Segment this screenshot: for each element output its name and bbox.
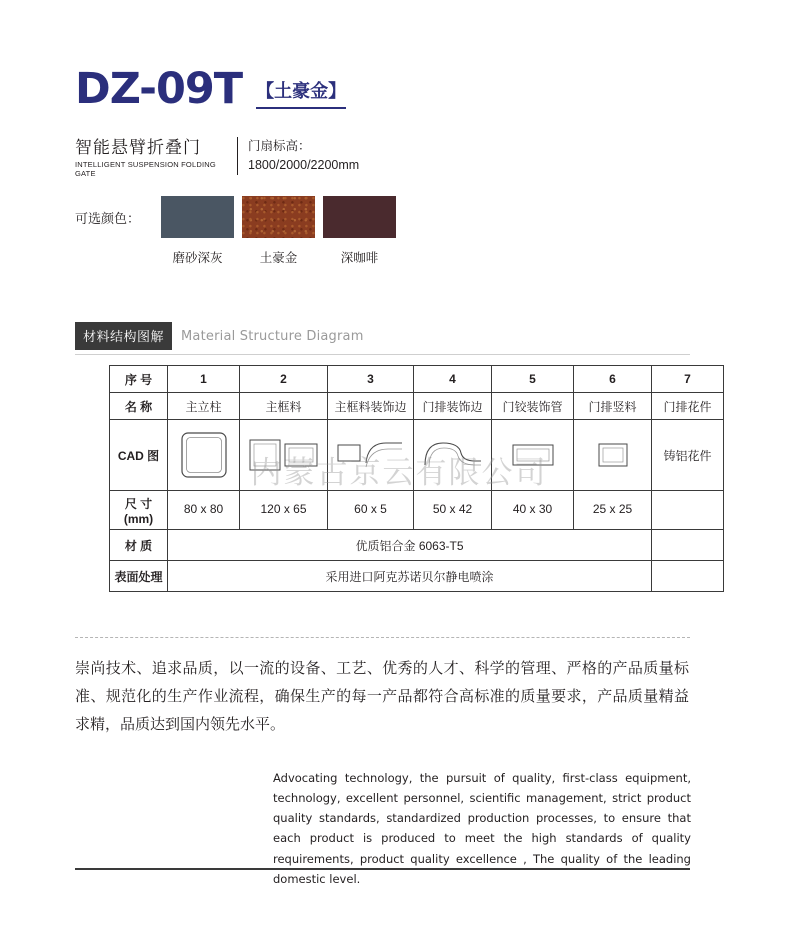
row-label-material: 材 质 [110, 530, 168, 561]
cad-drawing-6 [574, 420, 652, 491]
watermark-text: 内蒙古京云有限公司 [250, 454, 548, 490]
row-label-name: 名 称 [110, 393, 168, 420]
cad-square-post-icon [178, 429, 230, 481]
index-cell-5: 5 [492, 366, 574, 393]
name-cell-6: 门排竖料 [574, 393, 652, 420]
height-spec-label: 门扇标高： [248, 139, 311, 153]
height-spec-value: 1800/2000/2200mm [248, 158, 360, 173]
size-cell-7 [652, 491, 724, 530]
product-name-cn: 智能悬臂折叠门 [75, 138, 201, 157]
row-label-size [110, 491, 168, 530]
cad-door-trim-icon [419, 431, 487, 479]
index-cell-4: 4 [414, 366, 492, 393]
description-paragraph-cn: 崇尚技术、追求品质，以一流的设备、工艺、优秀的人才、科学的管理、严格的产品质量标准、规范化的生产作业流程，确保生产的每一产品都符合高标准的质量要求，产品质量精益求精，品质达到国内领先水平。 [75, 660, 689, 733]
name-cell-7: 门排花件 [652, 393, 724, 420]
finish-badge: 【土豪金】 [256, 81, 346, 109]
title-block [75, 137, 359, 178]
table-row-cad [110, 420, 724, 491]
section-heading [75, 322, 690, 355]
table-row-index [110, 366, 724, 393]
swatch-list [161, 196, 396, 266]
height-spec [248, 137, 359, 176]
index-cell-7: 7 [652, 366, 724, 393]
vertical-divider [237, 137, 238, 175]
material-blank-cell [652, 530, 724, 561]
spec-table [109, 365, 724, 592]
size-cell-5: 40 x 30 [492, 491, 574, 530]
swatch-item[interactable] [242, 196, 315, 266]
table-row-material [110, 530, 724, 561]
cad-vertical-rail-icon [582, 432, 644, 478]
swatch-item[interactable] [161, 196, 234, 266]
index-cell-1: 1 [168, 366, 240, 393]
index-cell-6: 6 [574, 366, 652, 393]
product-name-group [75, 137, 237, 178]
name-cell-4: 门排装饰边 [414, 393, 492, 420]
product-name-en: INTELLIGENT SUSPENSION FOLDING GATE [75, 160, 216, 179]
cad-drawing-4 [414, 420, 492, 491]
table-row-size [110, 491, 724, 530]
cad-drawing-3 [328, 420, 414, 491]
material-structure-table [109, 365, 712, 592]
swatch-item[interactable] [323, 196, 396, 266]
cad-hinge-tube-icon [501, 432, 565, 478]
index-cell-2: 2 [240, 366, 328, 393]
model-row [75, 64, 715, 114]
size-cell-2: 120 x 65 [240, 491, 328, 530]
name-cell-3: 主框料装饰边 [328, 393, 414, 420]
dashed-separator [75, 637, 690, 638]
surface-value-cell: 采用进口阿克苏诺贝尔静电喷涂 [168, 561, 652, 592]
color-swatch-gold[interactable] [242, 196, 315, 238]
size-cell-1: 80 x 80 [168, 491, 240, 530]
color-options [75, 196, 396, 266]
swatch-label: 磨砂深灰 [172, 251, 223, 265]
index-cell-3: 3 [328, 366, 414, 393]
row-label-surface: 表面处理 [110, 561, 168, 592]
section-tag-cn: 材料结构图解 [75, 322, 172, 350]
name-cell-1: 主立柱 [168, 393, 240, 420]
surface-blank-cell [652, 561, 724, 592]
cad-drawing-2 [240, 420, 328, 491]
table-row-name [110, 393, 724, 420]
color-swatch-dark-grey[interactable] [161, 196, 234, 238]
name-cell-2: 主框料 [240, 393, 328, 420]
color-options-label: 可选颜色： [75, 211, 141, 226]
header-block [75, 64, 715, 114]
section-tag-en: Material Structure Diagram [181, 328, 364, 344]
swatch-label: 土豪金 [259, 251, 298, 265]
table-row-surface [110, 561, 724, 592]
swatch-label: 深咖啡 [340, 251, 379, 265]
cad-drawing-5 [492, 420, 574, 491]
row-label-index: 序 号 [110, 366, 168, 393]
cad-main-frame-icon [247, 430, 321, 480]
model-code: DZ-09T [75, 64, 243, 114]
cad-drawing-1 [168, 420, 240, 491]
size-cell-6: 25 x 25 [574, 491, 652, 530]
row-label-size-text: 尺 寸 [124, 496, 153, 511]
material-value-cell: 优质铝合金 6063-T5 [168, 530, 652, 561]
size-cell-4: 50 x 42 [414, 491, 492, 530]
footer-rule [75, 868, 690, 870]
color-swatch-dark-coffee[interactable] [323, 196, 396, 238]
row-label-size-unit: (mm) [123, 511, 154, 526]
cad-frame-trim-icon [334, 431, 408, 479]
row-label-cad: CAD 图 [110, 420, 168, 491]
name-cell-5: 门铰装饰管 [492, 393, 574, 420]
description-paragraph-en: Advocating technology, the pursuit of quality, first-class equipment, technology, excellent personnel, scientific management, strict product quality standards, standardized production processes, to ensure that each product is produced to meet the high standards of quality requirements, product quality excellence , The quality of the leading domestic level. [273, 771, 691, 886]
section-bar [75, 322, 690, 355]
cad-note-cell-7: 铸铝花件 [652, 420, 724, 491]
size-cell-3: 60 x 5 [328, 491, 414, 530]
